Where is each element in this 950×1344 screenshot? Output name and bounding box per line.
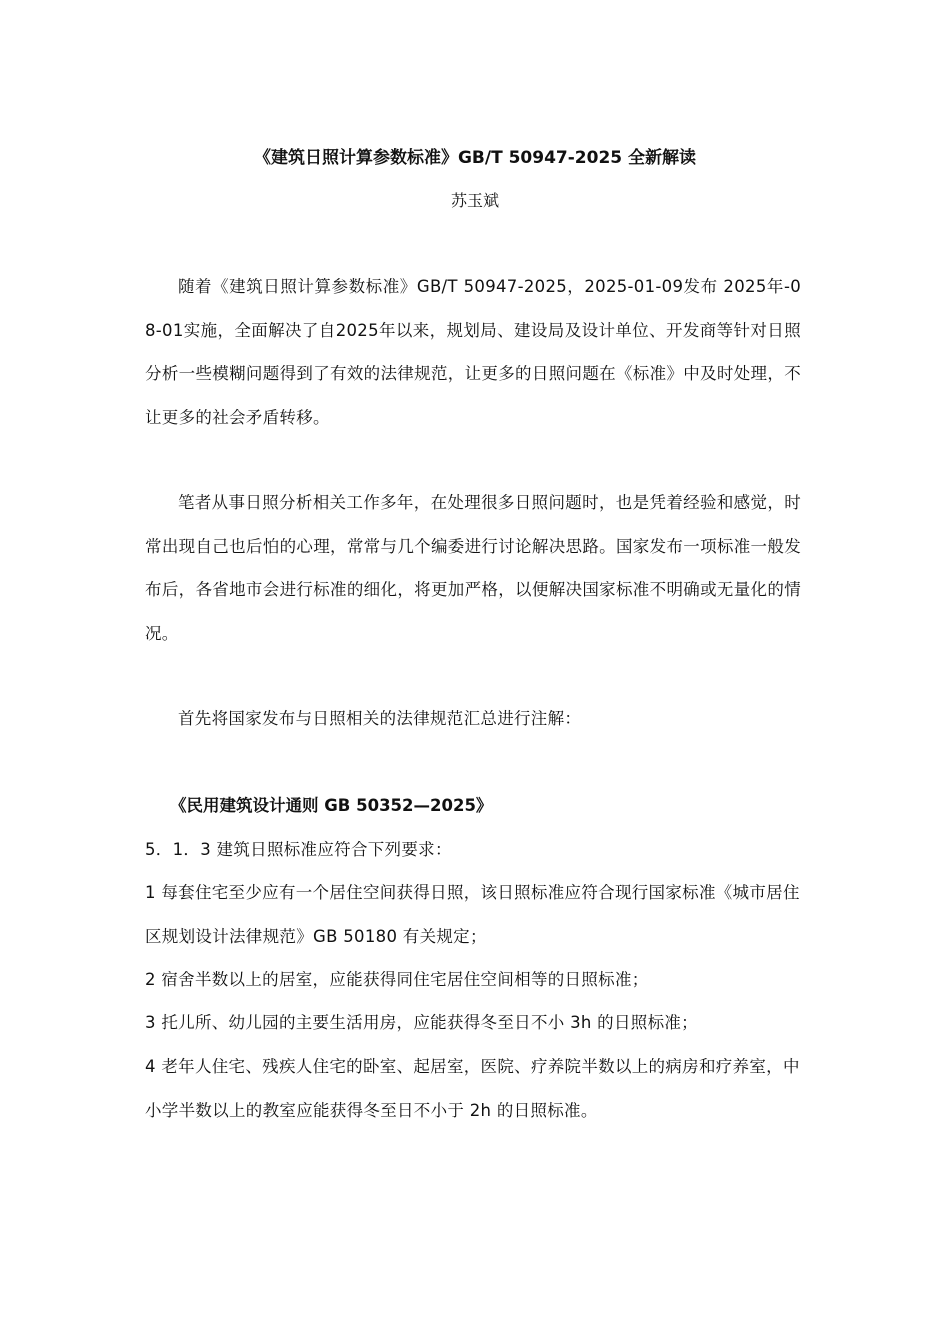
body-paragraph: 首先将国家发布与日照相关的法律规范汇总进行注解： xyxy=(178,709,582,728)
clause-item: 3 托儿所、幼儿园的主要生活用房，应能获得冬至日不小 3h 的日照标准； xyxy=(145,1013,698,1032)
clause-item: 4 老年人住宅、残疾人住宅的卧室、起居室，医院、疗养院半数以上的病房和疗养室，中小学半数以上的教室应能获得冬至日不小于 2h 的日照标准。 xyxy=(145,1057,800,1120)
clause-item: 2 宿舍半数以上的居室，应能获得同住宅居住空间相等的日照标准； xyxy=(145,970,649,989)
document-author: 苏玉斌 xyxy=(450,191,499,210)
clause-heading: 5．1．3 建筑日照标准应符合下列要求： xyxy=(145,840,452,859)
body-paragraph: 随着《建筑日照计算参数标准》GB/T 50947-2025，2025-01-09发布 2025年-08-01实施，全面解决了自2025年以来，规划局、建设局及设计单位、开发商等针对日照分析一些模糊问题得到了有效的法律规范，让更多的日照问题在《标准》中及时处理，不让更多的社会矛盾转移。 xyxy=(145,277,801,427)
section-title: 《民用建筑设计通则 GB 50352—2025》 xyxy=(170,796,493,815)
document-title: 《建筑日照计算参数标准》GB/T 50947-2025 全新解读 xyxy=(253,148,697,168)
body-paragraph: 笔者从事日照分析相关工作多年，在处理很多日照问题时，也是凭着经验和感觉，时常出现自己也后怕的心理，常常与几个编委进行讨论解决思路。国家发布一项标准一般发布后，各省地市会进行标准的细化，将更加严格，以便解决国家标准不明确或无量化的情况。 xyxy=(145,493,801,643)
clause-item: 1 每套住宅至少应有一个居住空间获得日照，该日照标准应符合现行国家标准《城市居住区规划设计法律规范》GB 50180 有关规定； xyxy=(145,883,800,946)
